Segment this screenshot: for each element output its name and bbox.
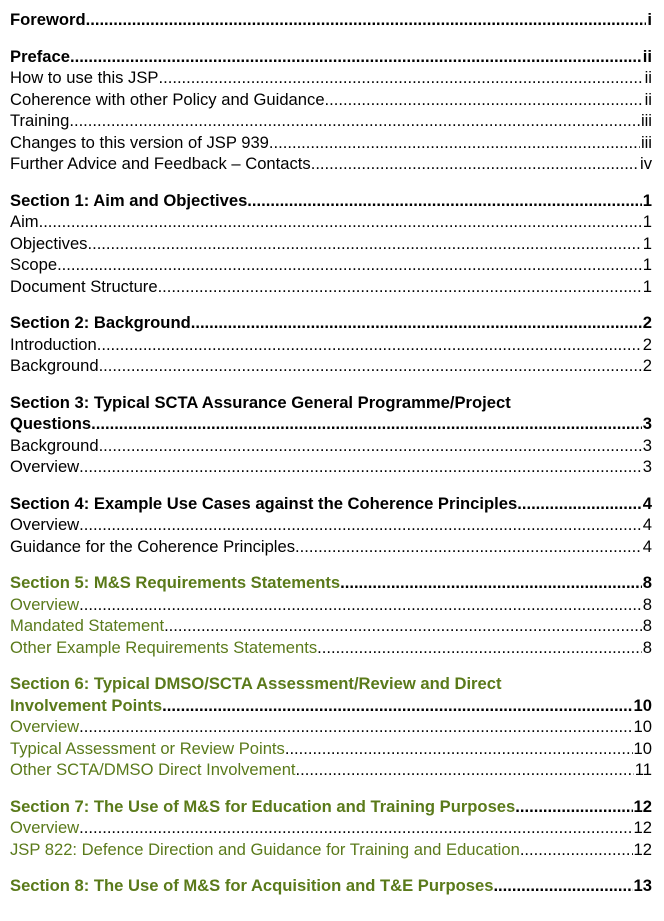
dot-leader bbox=[285, 738, 633, 760]
toc-page-number: 2 bbox=[642, 334, 652, 354]
toc-page-number: 3 bbox=[642, 435, 652, 455]
toc-heading-title-line2: Questions bbox=[10, 414, 92, 433]
dot-leader bbox=[517, 493, 642, 515]
toc-page-number: ii bbox=[644, 68, 652, 87]
toc-page-number: 8 bbox=[642, 594, 652, 614]
dot-leader bbox=[99, 355, 642, 377]
toc-page-number: 4 bbox=[642, 493, 652, 513]
toc-page-number: 8 bbox=[642, 573, 652, 592]
toc-entry-title: Other SCTA/DMSO Direct Involvement bbox=[10, 760, 296, 779]
toc-page-number: 11 bbox=[634, 760, 652, 779]
toc-entry-title: Changes to this version of JSP 939 bbox=[10, 132, 269, 152]
toc-page-number: 3 bbox=[642, 457, 652, 476]
toc-page-number: iii bbox=[640, 111, 652, 130]
toc-entry-title: Overview bbox=[10, 594, 80, 614]
toc-page-number: 2 bbox=[642, 313, 652, 332]
toc-entry-title: Further Advice and Feedback – Contacts bbox=[10, 154, 311, 173]
toc-entry-title: Scope bbox=[10, 255, 58, 274]
dot-leader bbox=[159, 67, 644, 89]
toc-page-number: iv bbox=[640, 154, 652, 173]
toc-group-preface bbox=[10, 46, 652, 175]
dot-leader bbox=[79, 817, 632, 839]
dot-leader bbox=[164, 615, 642, 637]
toc-entry[interactable] bbox=[10, 817, 652, 839]
toc-entry[interactable] bbox=[10, 637, 652, 659]
toc-entry[interactable] bbox=[10, 276, 652, 298]
dot-leader bbox=[79, 514, 642, 536]
dot-leader bbox=[493, 875, 632, 897]
toc-entry[interactable] bbox=[10, 536, 652, 558]
dot-leader bbox=[57, 254, 642, 276]
toc-page-number: 8 bbox=[642, 616, 652, 635]
toc-entry-title: Mandated Statement bbox=[10, 616, 165, 635]
dot-leader bbox=[79, 716, 632, 738]
toc-group-section-1 bbox=[10, 190, 652, 298]
toc-page-number: 10 bbox=[633, 717, 652, 736]
toc-entry-title: Aim bbox=[10, 212, 39, 231]
dot-leader bbox=[86, 9, 647, 31]
dot-leader bbox=[340, 572, 642, 594]
toc-entry[interactable] bbox=[10, 67, 652, 89]
toc-page-number: ii bbox=[642, 46, 652, 66]
dot-leader bbox=[317, 637, 642, 659]
toc-entry-title: Document Structure bbox=[10, 276, 158, 296]
toc-entry[interactable] bbox=[10, 355, 652, 377]
toc-entry-title: Training bbox=[10, 111, 70, 130]
dot-leader bbox=[91, 413, 642, 435]
dot-leader bbox=[99, 435, 642, 457]
toc-entry[interactable] bbox=[10, 110, 652, 132]
toc-page-number: 8 bbox=[642, 637, 652, 657]
dot-leader bbox=[325, 89, 644, 111]
toc-entry-title: Background bbox=[10, 356, 99, 375]
toc-page-number: 4 bbox=[642, 515, 652, 534]
toc-entry[interactable] bbox=[10, 233, 652, 255]
dot-leader bbox=[191, 312, 642, 334]
dot-leader bbox=[79, 594, 642, 616]
dot-leader bbox=[296, 759, 634, 781]
table-of-contents bbox=[10, 9, 652, 912]
toc-group-section-8 bbox=[10, 875, 652, 897]
toc-page-number: 12 bbox=[633, 818, 652, 837]
toc-entry-title: How to use this JSP bbox=[10, 68, 159, 87]
toc-entry-title: Background bbox=[10, 435, 99, 455]
toc-page-number: 1 bbox=[642, 190, 652, 210]
toc-entry[interactable] bbox=[10, 254, 652, 276]
dot-leader bbox=[295, 536, 642, 558]
toc-entry-title: Objectives bbox=[10, 233, 88, 253]
toc-entry[interactable] bbox=[10, 89, 652, 111]
dot-leader bbox=[162, 695, 632, 717]
toc-entry[interactable] bbox=[10, 435, 652, 457]
toc-heading[interactable] bbox=[10, 46, 652, 68]
toc-entry[interactable] bbox=[10, 211, 652, 233]
dot-leader bbox=[70, 46, 642, 68]
toc-entry-title: Introduction bbox=[10, 334, 97, 354]
toc-page-number: 1 bbox=[642, 255, 652, 274]
toc-page-number: iii bbox=[640, 132, 652, 152]
toc-heading-title: Section 2: Background bbox=[10, 313, 191, 332]
dot-leader bbox=[69, 110, 640, 132]
toc-entry[interactable] bbox=[10, 514, 652, 536]
toc-heading-title-line1: Section 3: Typical SCTA Assurance General Programme/Project bbox=[10, 392, 511, 412]
toc-group-section-2 bbox=[10, 312, 652, 377]
toc-entry-title: JSP 822: Defence Direction and Guidance for Training and Education bbox=[10, 839, 520, 859]
toc-heading-title-line2: Involvement Points bbox=[10, 695, 163, 715]
toc-heading[interactable] bbox=[10, 392, 652, 435]
toc-group-section-5 bbox=[10, 572, 652, 658]
dot-leader bbox=[520, 839, 633, 861]
toc-heading-title: Preface bbox=[10, 46, 70, 66]
toc-page-number: 10 bbox=[633, 738, 652, 758]
toc-page-number: 1 bbox=[642, 233, 652, 253]
toc-group-section-4 bbox=[10, 493, 652, 558]
toc-page-number: 1 bbox=[642, 212, 652, 231]
dot-leader bbox=[39, 211, 642, 233]
toc-group-section-6 bbox=[10, 673, 652, 781]
toc-entry[interactable] bbox=[10, 132, 652, 154]
toc-page-number: 4 bbox=[642, 536, 652, 556]
toc-entry-title: Overview bbox=[10, 457, 80, 476]
toc-group-section-7 bbox=[10, 796, 652, 861]
toc-page-number: i bbox=[647, 10, 652, 29]
dot-leader bbox=[515, 796, 632, 818]
dot-leader bbox=[311, 153, 639, 175]
toc-entry-title: Other Example Requirements Statements bbox=[10, 637, 318, 657]
toc-entry-title: Coherence with other Policy and Guidance bbox=[10, 89, 325, 109]
toc-heading[interactable] bbox=[10, 190, 652, 212]
toc-group-section-3 bbox=[10, 392, 652, 478]
toc-heading-title: Section 1: Aim and Objectives bbox=[10, 190, 248, 210]
toc-entry-title: Typical Assessment or Review Points bbox=[10, 738, 285, 758]
dot-leader bbox=[87, 233, 641, 255]
toc-entry[interactable] bbox=[10, 153, 652, 175]
dot-leader bbox=[79, 456, 642, 478]
toc-page-number: ii bbox=[644, 89, 652, 109]
toc-entry-title: Overview bbox=[10, 515, 80, 534]
toc-heading-title: Section 7: The Use of M&S for Education and Training Purposes bbox=[10, 796, 516, 816]
toc-heading-title: Foreword bbox=[10, 10, 86, 29]
toc-heading[interactable] bbox=[10, 875, 652, 897]
toc-page-number: 1 bbox=[642, 276, 652, 296]
toc-entry[interactable] bbox=[10, 615, 652, 637]
toc-entry[interactable] bbox=[10, 759, 652, 781]
toc-page-number: 3 bbox=[642, 414, 652, 433]
toc-heading[interactable] bbox=[10, 312, 652, 334]
toc-page-number: 13 bbox=[633, 876, 652, 895]
toc-entry[interactable] bbox=[10, 738, 652, 760]
toc-group-foreword bbox=[10, 9, 652, 31]
toc-heading-title-line1: Section 6: Typical DMSO/SCTA Assessment/Review and Direct bbox=[10, 674, 502, 693]
toc-entry-title: Overview bbox=[10, 818, 80, 837]
toc-heading-title: Section 4: Example Use Cases against the Coherence Principles bbox=[10, 493, 518, 513]
toc-entry-title: Overview bbox=[10, 717, 80, 736]
dot-leader bbox=[97, 334, 642, 356]
toc-heading-title: Section 8: The Use of M&S for Acquisition and T&E Purposes bbox=[10, 876, 494, 895]
toc-page-number: 12 bbox=[633, 796, 652, 816]
toc-heading[interactable] bbox=[10, 572, 652, 594]
toc-heading-title: Section 5: M&S Requirements Statements bbox=[10, 573, 341, 592]
toc-entry[interactable] bbox=[10, 839, 652, 861]
toc-entry[interactable] bbox=[10, 334, 652, 356]
toc-heading[interactable] bbox=[10, 493, 652, 515]
toc-page-number: 10 bbox=[633, 695, 652, 715]
toc-entry[interactable] bbox=[10, 456, 652, 478]
dot-leader bbox=[158, 276, 642, 298]
toc-heading[interactable] bbox=[10, 796, 652, 818]
toc-heading[interactable] bbox=[10, 9, 652, 31]
toc-entry[interactable] bbox=[10, 716, 652, 738]
toc-heading[interactable] bbox=[10, 673, 652, 716]
toc-page-number: 12 bbox=[633, 839, 652, 859]
toc-entry[interactable] bbox=[10, 594, 652, 616]
dot-leader bbox=[247, 190, 641, 212]
dot-leader bbox=[269, 132, 640, 154]
toc-entry-title: Guidance for the Coherence Principles bbox=[10, 536, 296, 556]
toc-page-number: 2 bbox=[642, 356, 652, 375]
